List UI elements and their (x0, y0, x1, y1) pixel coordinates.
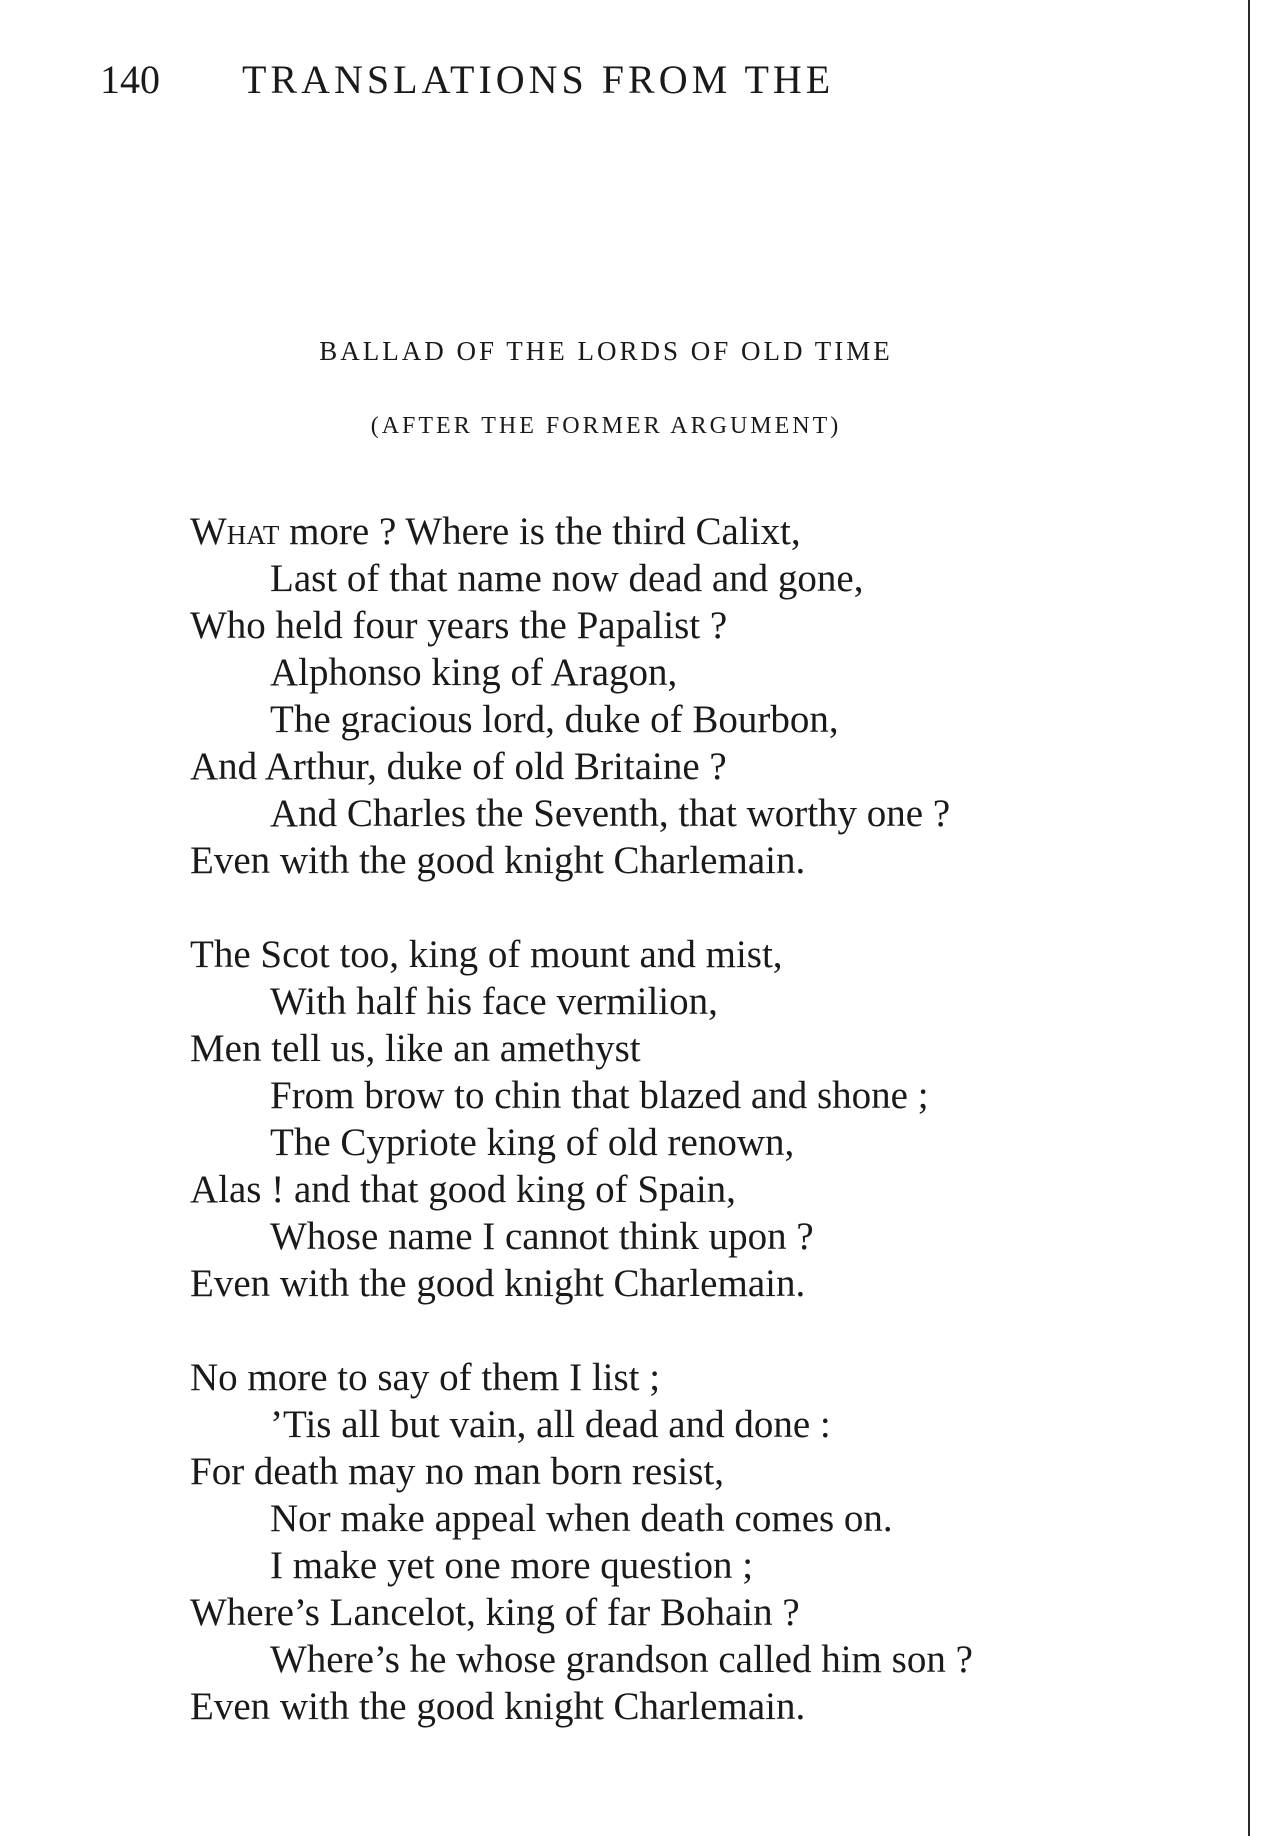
running-title: TRANSLATIONS FROM THE (242, 57, 835, 102)
poem-line-text: more ? Where is the third Calixt, (279, 510, 801, 553)
poem-line: Where’s Lancelot, king of far Bohain ? (190, 1591, 800, 1634)
poem-line: The Cypriote king of old renown, (270, 1121, 795, 1164)
poem-line (190, 508, 1110, 555)
poem-line: With half his face vermilion, (270, 980, 718, 1023)
stanza-2 (190, 931, 1110, 1307)
poem-line: Alphonso king of Aragon, (270, 651, 678, 694)
page-edge-divider (1248, 0, 1250, 1836)
poem-line: Where’s he whose grandson called him son ? (270, 1638, 973, 1681)
poem-line: For death may no man born resist, (190, 1450, 724, 1493)
poem-line: The gracious lord, duke of Bourbon, (270, 698, 839, 741)
poem-line: The Scot too, king of mount and mist, (190, 933, 783, 976)
poem-subtitle: (AFTER THE FORMER ARGUMENT) (370, 413, 842, 439)
poem-line: Whose name I cannot think upon ? (270, 1215, 814, 1258)
refrain-line: Even with the good knight Charlemain. (190, 839, 806, 882)
first-word: What (190, 510, 280, 553)
poem-line: ’Tis all but vain, all dead and done : (270, 1403, 831, 1446)
poem-line: Who held four years the Papalist ? (190, 604, 728, 647)
poem-line: And Arthur, duke of old Britaine ? (190, 745, 727, 788)
running-head (100, 56, 834, 103)
poem-line: I make yet one more question ; (270, 1544, 754, 1587)
poem-line: Nor make appeal when death comes on. (270, 1497, 893, 1540)
stanza-1 (190, 508, 1110, 884)
poem-line: And Charles the Seventh, that worthy one ? (270, 792, 951, 835)
page-number: 140 (100, 57, 160, 102)
poem-line: Last of that name now dead and gone, (270, 557, 864, 600)
poem-line: Men tell us, like an amethyst (190, 1027, 641, 1070)
refrain-line: Even with the good knight Charlemain. (190, 1685, 806, 1728)
poem-line: Alas ! and that good king of Spain, (190, 1168, 736, 1211)
stanza-3 (190, 1354, 1110, 1730)
refrain-line: Even with the good knight Charlemain. (190, 1262, 806, 1305)
poem-line: No more to say of them I list ; (190, 1356, 661, 1399)
poem-body (190, 508, 1110, 1777)
poem-title: BALLAD OF THE LORDS OF OLD TIME (319, 336, 893, 366)
poem-line: From brow to chin that blazed and shone ; (270, 1074, 929, 1117)
